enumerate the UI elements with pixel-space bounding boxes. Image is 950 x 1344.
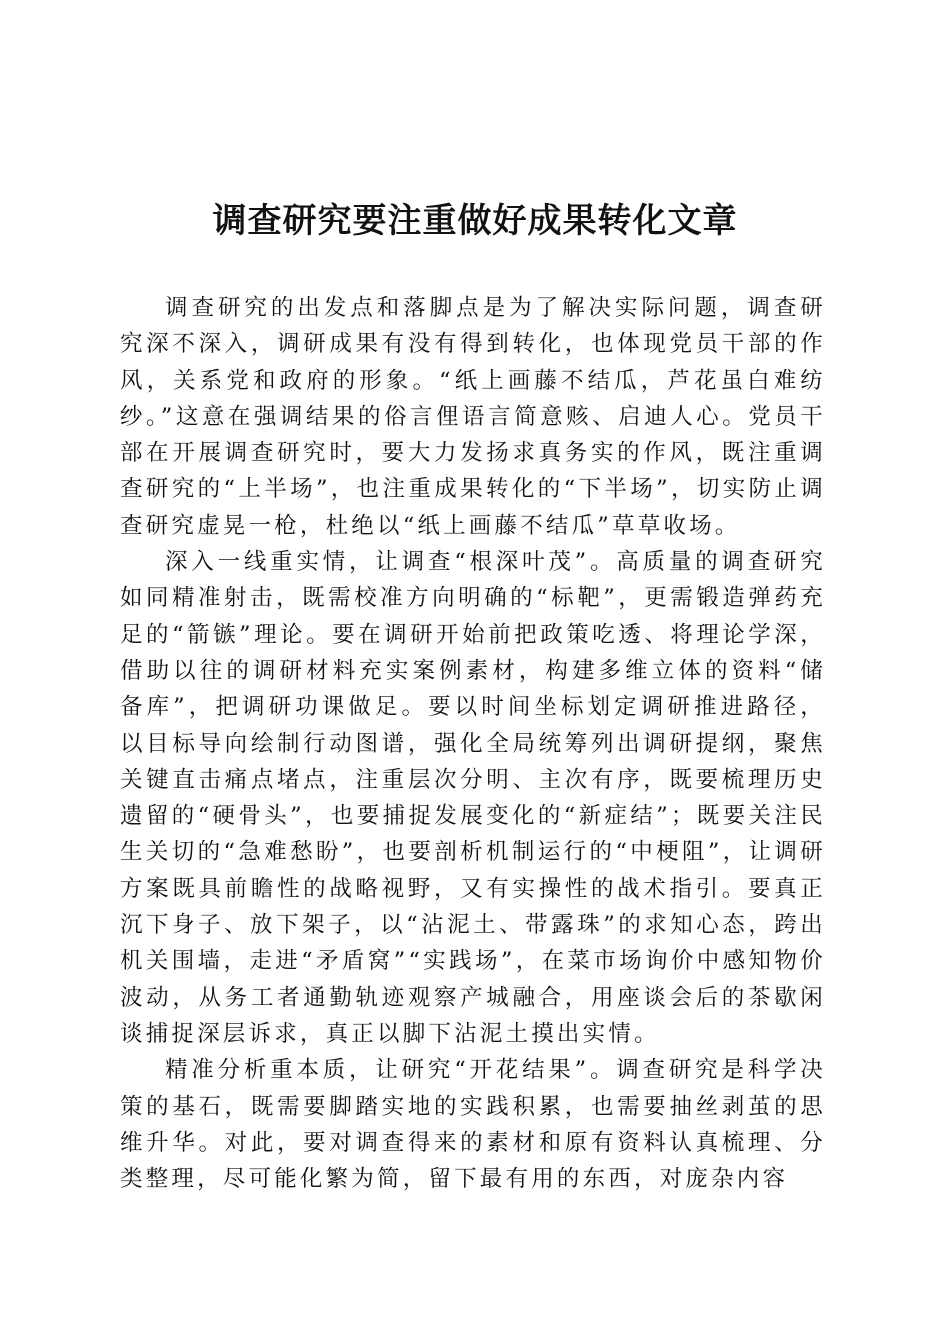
- document-body: [120, 290, 826, 1197]
- document-title: 调查研究要注重做好成果转化文章: [212, 201, 738, 241]
- paragraph-2: 深入一线重实情，让调查“根深叶茂”。高质量的调查研究如同精准射击，既需校准方向明确的“标靶”，更需锻造弹药充足的“箭镞”理论。要在调研开始前把政策吃透、将理论学深，借助以往的调研材料充实案例素材，构建多维立体的资料“储备库”，把调研功课做足。要以时间坐标划定调研推进路径，以目标导向绘制行动图谱，强化全局统筹列出调研提纲，聚焦关键直击痛点堵点，注重层次分明、主次有序，既要梳理历史遗留的“硬骨头”，也要捕捉发展变化的“新症结”；既要关注民生关切的“急难愁盼”，也要剖析机制运行的“中梗阻”，让调研方案既具前瞻性的战略视野，又有实操性的战术指引。要真正沉下身子、放下架子，以“沾泥土、带露珠”的求知心态，跨出机关围墙，走进“矛盾窝”“实践场”，在菜市场询价中感知物价波动，从务工者通勤轨迹观察产城融合，用座谈会后的茶歇闲谈捕捉深层诉求，真正以脚下沾泥土摸出实情。: [120, 549, 826, 1047]
- paragraph-3: 精准分析重本质，让研究“开花结果”。调查研究是科学决策的基石，既需要脚踏实地的实践积累，也需要抽丝剥茧的思维升华。对此，要对调查得来的素材和原有资料认真梳理、分类整理，尽可能化繁为简，留下最有用的东西，对庞杂内容: [120, 1057, 826, 1193]
- paragraph-1: 调查研究的出发点和落脚点是为了解决实际问题，调查研究深不深入，调研成果有没有得到转化，也体现党员干部的作风，关系党和政府的形象。“纸上画藤不结瓜，芦花虽白难纺纱。”这意在强调结果的俗言俚语言简意赅、启迪人心。党员干部在开展调查研究时，要大力发扬求真务实的作风，既注重调查研究的“上半场”，也注重成果转化的“下半场”，切实防止调查研究虚晃一枪，杜绝以“纸上画藤不结瓜”草草收场。: [120, 295, 826, 539]
